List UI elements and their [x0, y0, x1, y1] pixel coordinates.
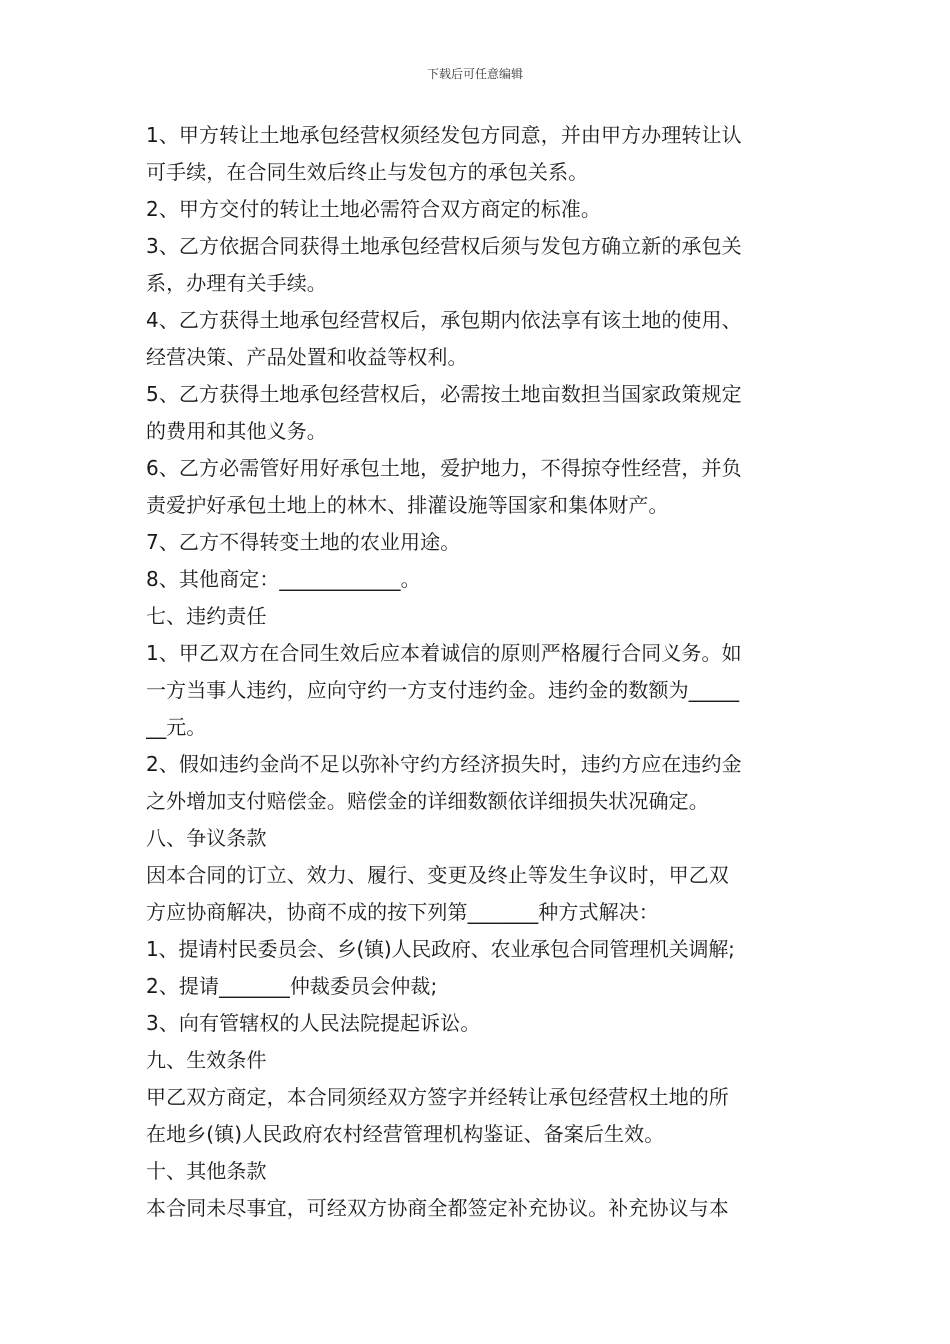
text-line: 方应协商解决，协商不成的按下列第_______种方式解决： [146, 900, 659, 924]
text-line: 责爱护好承包土地上的林木、排灌设施等国家和集体财产。 [146, 493, 669, 517]
text-line: 之外增加支付赔偿金。赔偿金的详细数额依详细损失状况确定。 [146, 789, 709, 813]
contract-body [146, 117, 806, 1227]
text-line: 1、甲乙双方在合同生效后应本着诚信的原则严格履行合同义务。如 [146, 641, 742, 665]
text-line: 因本合同的订立、效力、履行、变更及终止等发生争议时，甲乙双 [146, 863, 729, 887]
text-line: 2、假如违约金尚不足以弥补守约方经济损失时，违约方应在违约金 [146, 752, 742, 776]
section-heading-other: 十、其他条款 [146, 1159, 267, 1183]
text-line: 7、乙方不得转变土地的农业用途。 [146, 530, 461, 554]
text-line: 1、提请村民委员会、乡(镇)人民政府、农业承包合同管理机关调解; [146, 937, 735, 961]
text-line: 的费用和其他义务。 [146, 419, 327, 443]
text-line: 1、甲方转让土地承包经营权须经发包方同意，并由甲方办理转让认 [146, 123, 742, 147]
section-heading-breach: 七、违约责任 [146, 604, 267, 628]
text-line: 经营决策、产品处置和收益等权利。 [146, 345, 468, 369]
text-line: 3、向有管辖权的人民法院提起诉讼。 [146, 1011, 481, 1035]
text-line: 在地乡(镇)人民政府农村经营管理机构鉴证、备案后生效。 [146, 1122, 665, 1146]
text-line: __元。 [146, 715, 207, 739]
text-line: 可手续，在合同生效后终止与发包方的承包关系。 [146, 160, 589, 184]
text-line: 本合同未尽事宜，可经双方协商全都签定补充协议。补充协议与本 [146, 1196, 729, 1220]
text-line: 5、乙方获得土地承包经营权后，必需按土地亩数担当国家政策规定 [146, 382, 742, 406]
text-line: 8、其他商定：____________。 [146, 567, 421, 591]
text-line: 2、提请_______仲裁委员会仲裁; [146, 974, 438, 998]
text-line: 2、甲方交付的转让土地必需符合双方商定的标准。 [146, 197, 602, 221]
text-line: 6、乙方必需管好用好承包土地，爱护地力，不得掠夺性经营，并负 [146, 456, 742, 480]
text-line: 3、乙方依据合同获得土地承包经营权后须与发包方确立新的承包关 [146, 234, 742, 258]
section-heading-dispute: 八、争议条款 [146, 826, 267, 850]
page-header-note: 下载后可任意编辑 [426, 67, 523, 81]
text-line: 系，办理有关手续。 [146, 271, 327, 295]
text-line: 4、乙方获得土地承包经营权后，承包期内依法享有该土地的使用、 [146, 308, 742, 332]
section-heading-effective: 九、生效条件 [146, 1048, 267, 1072]
text-line: 一方当事人违约，应向守约一方支付违约金。违约金的数额为_____ [146, 678, 740, 702]
text-line: 甲乙双方商定，本合同须经双方签字并经转让承包经营权土地的所 [146, 1085, 729, 1109]
